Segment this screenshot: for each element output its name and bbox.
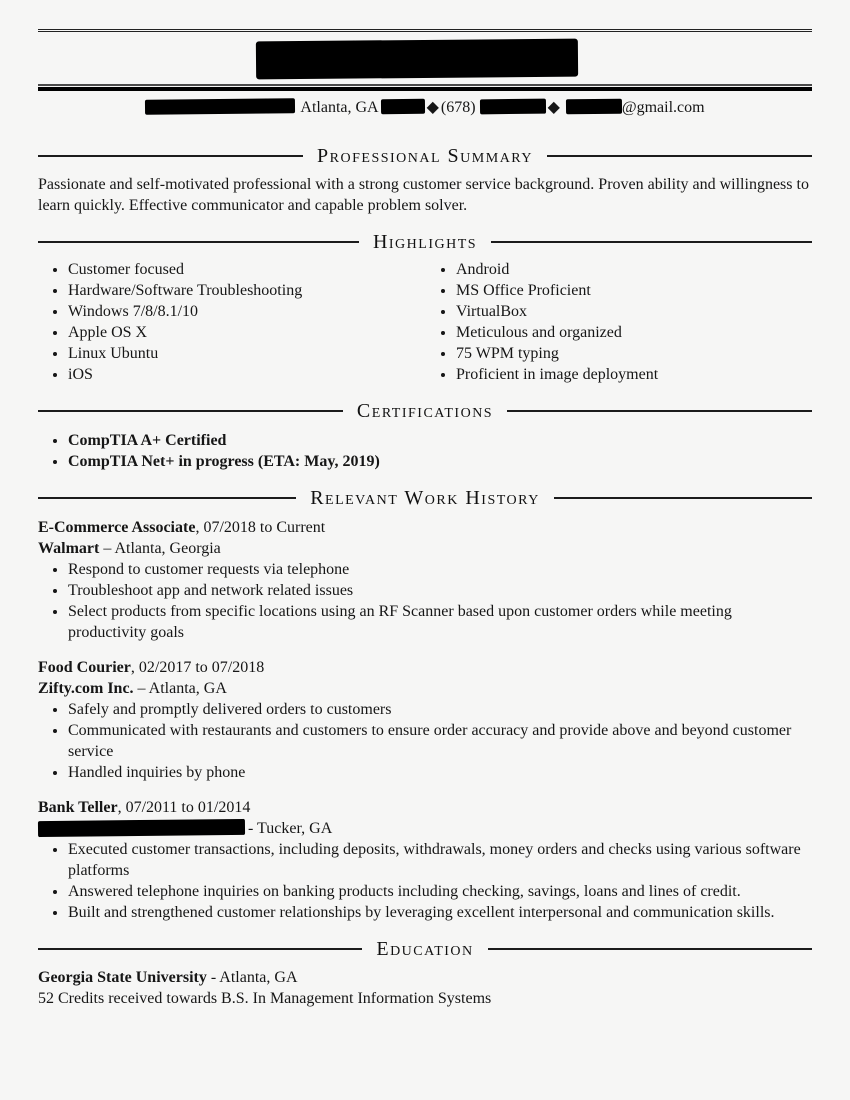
section-heading-highlights xyxy=(38,231,812,253)
list-item: • CompTIA Net+ in progress (ETA: May, 2019) xyxy=(68,451,812,472)
email-domain: @gmail.com xyxy=(621,99,705,116)
section-heading-work-history xyxy=(38,487,812,509)
list-item: • Android xyxy=(456,259,812,280)
heading-rule-left xyxy=(38,497,296,499)
job-entry xyxy=(38,517,812,643)
email-redaction-bar xyxy=(566,99,622,115)
top-rule xyxy=(38,29,812,32)
section-title: Relevant Work History xyxy=(310,487,540,509)
job-list xyxy=(38,517,812,923)
job-duty-item: • Safely and promptly delivered orders to customers xyxy=(68,699,812,720)
job-duties-list xyxy=(38,839,812,923)
section-title: Education xyxy=(376,938,474,960)
heading-rule-left xyxy=(38,155,303,157)
job-employer-line: Walmart – Atlanta, Georgia xyxy=(38,540,221,557)
phone-redaction-bar xyxy=(479,99,545,115)
contact-city: Atlanta, GA xyxy=(300,99,379,116)
heading-rule-right xyxy=(491,241,812,243)
section-title: Professional Summary xyxy=(317,145,533,167)
job-duty-item: • Executed customer transactions, including deposits, withdrawals, money orders and checks using various software platforms xyxy=(68,839,812,881)
education-detail: 52 Credits received towards B.S. In Management Information Systems xyxy=(38,990,492,1007)
heading-rule-right xyxy=(547,155,812,157)
job-employer-line: - Tucker, GA xyxy=(38,818,812,839)
job-duties-list xyxy=(38,699,812,783)
heading-rule-right xyxy=(554,497,812,499)
school-location: - Atlanta, GA xyxy=(206,969,298,986)
job-duty-item: • Select products from specific locations using an RF Scanner based upon customer orders while meeting productivity goals xyxy=(68,601,812,643)
list-item: • MS Office Proficient xyxy=(456,280,812,301)
section-heading-summary xyxy=(38,145,812,167)
heading-rule-left xyxy=(38,241,359,243)
highlights-columns xyxy=(38,259,812,385)
list-item: • Linux Ubuntu xyxy=(68,343,433,364)
job-duties-list xyxy=(38,559,812,643)
diamond-separator-icon: ◆ xyxy=(426,99,439,116)
section-heading-certifications xyxy=(38,400,812,422)
list-item: • 75 WPM typing xyxy=(456,343,812,364)
header-double-rule-thin xyxy=(38,84,812,86)
school-name: Georgia State University xyxy=(38,969,207,986)
section-title: Certifications xyxy=(356,400,494,422)
job-entry xyxy=(38,657,812,783)
job-duty-item: • Answered telephone inquiries on banking products including checking, savings, loans and lines of credit. xyxy=(68,881,812,902)
list-item: • Hardware/Software Troubleshooting xyxy=(68,280,433,301)
job-title-line: Bank Teller, 07/2011 to 01/2014 xyxy=(38,799,251,816)
highlights-list-right xyxy=(433,259,812,385)
job-employer-line: Zifty.com Inc. – Atlanta, GA xyxy=(38,680,227,697)
list-item: • Windows 7/8/8.1/10 xyxy=(68,301,433,322)
employer-redaction-bar xyxy=(38,819,245,837)
education-school-line xyxy=(38,967,812,988)
summary-text: Passionate and self-motivated professional with a strong customer service background. Proven ability and willingness to learn quickly. Effective communicator and capable problem solver. xyxy=(38,176,809,214)
job-title: Bank Teller xyxy=(38,799,118,816)
highlights-list-left xyxy=(38,259,433,385)
resume-page xyxy=(38,0,812,1009)
list-item: • Meticulous and organized xyxy=(456,322,812,343)
list-item: • CompTIA A+ Certified xyxy=(68,430,812,451)
job-duty-item: • Respond to customer requests via telephone xyxy=(68,559,812,580)
certifications-list xyxy=(38,430,812,472)
contact-line xyxy=(38,99,812,117)
job-duty-item: • Built and strengthened customer relationships by leveraging excellent interpersonal and communication skills. xyxy=(68,902,812,923)
section-heading-education xyxy=(38,938,812,960)
heading-rule-left xyxy=(38,948,362,950)
list-item: • Proficient in image deployment xyxy=(456,364,812,385)
job-title: E-Commerce Associate xyxy=(38,519,196,536)
heading-rule-right xyxy=(507,410,812,412)
header-double-rule-thick xyxy=(38,87,812,91)
heading-rule-right xyxy=(488,948,812,950)
list-item: • Apple OS X xyxy=(68,322,433,343)
zip-redaction-bar xyxy=(381,99,425,114)
job-duty-item: • Handled inquiries by phone xyxy=(68,762,812,783)
job-title: Food Courier xyxy=(38,659,131,676)
job-duty-item: • Troubleshoot app and network related issues xyxy=(68,580,812,601)
list-item: • iOS xyxy=(68,364,433,385)
section-title: Highlights xyxy=(372,231,478,253)
job-duty-item: • Communicated with restaurants and customers to ensure order accuracy and provide above and beyond customer service xyxy=(68,720,812,762)
name-redaction-bar xyxy=(256,39,578,80)
diamond-separator-icon: ◆ xyxy=(547,99,560,116)
job-title-line: Food Courier, 02/2017 to 07/2018 xyxy=(38,659,265,676)
job-title-line: E-Commerce Associate, 07/2018 to Current xyxy=(38,519,326,536)
street-redaction-bar xyxy=(145,98,295,115)
list-item: • Customer focused xyxy=(68,259,433,280)
employer-name: Zifty.com Inc. xyxy=(38,680,134,697)
list-item: • VirtualBox xyxy=(456,301,812,322)
employer-name: Walmart xyxy=(38,540,100,557)
heading-rule-left xyxy=(38,410,343,412)
phone-area-code: (678) xyxy=(440,99,476,116)
education-entry xyxy=(38,967,812,1009)
job-entry xyxy=(38,797,812,923)
